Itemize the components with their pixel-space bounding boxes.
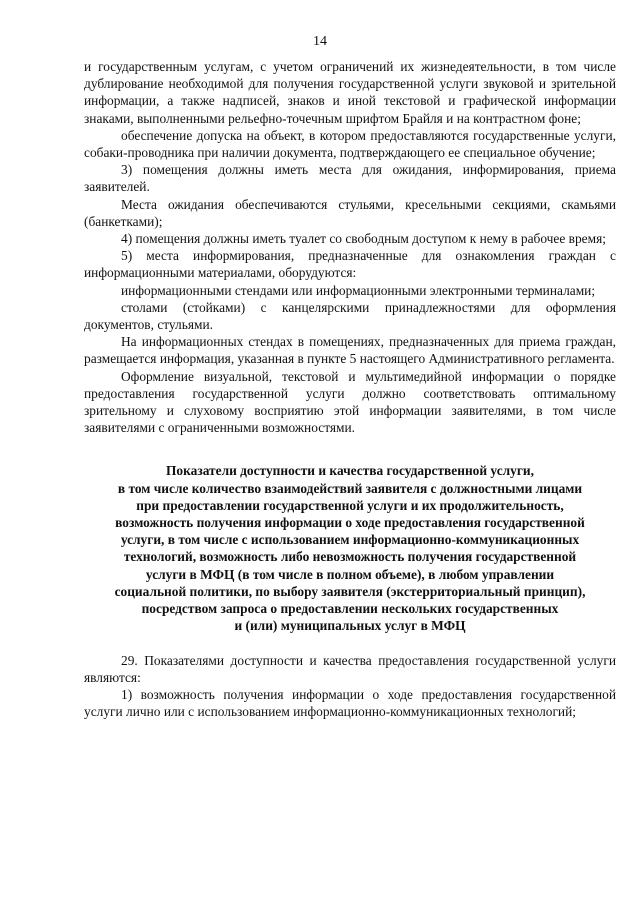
page-number: 14 (313, 34, 327, 49)
paragraph: На информационных стендах в помещениях, предназначенных для приема граждан, размещается информация, указанная в пункте 5 настоящего Административного регламента. (84, 334, 616, 367)
paragraph: обеспечение допуска на объект, в котором предоставляются государственные услуги, собаки-проводника при наличии документа, подтверждающего ее специальное обучение; (84, 127, 616, 161)
paragraph: 4) помещения должны иметь туалет со свободным доступом к нему в рабочее время; (121, 231, 606, 247)
section-heading (84, 462, 616, 634)
heading-line: и (или) муниципальных услуг в МФЦ (234, 618, 466, 634)
heading-line: услуги, в том числе с использованием информационно-коммуникационных (120, 532, 580, 548)
paragraph: 29. Показателями доступности и качества предоставления государственной услуги являются: (84, 652, 616, 685)
heading-line: социальной политики, по выбору заявителя (экстерриториальный принцип), (114, 583, 586, 599)
heading-line: возможность получения информации о ходе предоставления государственной (115, 515, 585, 531)
paragraph: 5) места информирования, предназначенные для ознакомления граждан с информационными материалами, оборудуются: (84, 248, 616, 281)
heading-line: посредством запроса о предоставлении нескольких государственных (141, 601, 559, 617)
paragraph: 1) возможность получения информации о ходе предоставления государственной услуги лично или с использованием информационно-коммуникационных технологий; (84, 686, 616, 720)
heading-line: при предоставлении государственной услуги и их продолжительность, (136, 497, 564, 513)
paragraph: 3) помещения должны иметь места для ожидания, информирования, приема заявителей. (84, 162, 616, 195)
paragraphs-bottom (84, 652, 616, 721)
heading-line: технологий, возможность либо невозможность получения государственной (123, 549, 577, 565)
paragraph: столами (стойками) с канцелярскими принадлежностями для оформления документов, стульями. (84, 299, 616, 333)
paragraph: и государственным услугам, с учетом ограничений их жизнедеятельности, в том числе дублирование необходимой для получения государственной услуги звуковой и зрительной информации, а также надписей, знаков и иной текстовой и графической информации знаками, выполненными рельефно-точечным шрифтом Брайля и на контрастном фоне; (84, 59, 616, 126)
paragraph: Оформление визуальной, текстовой и мультимедийной информации о порядке предоставления государственной услуги должно соответствовать оптимальному зрительному и слуховому восприятию этой информации заявителями, в том числе заявителями с ограниченными возможностями. (84, 368, 616, 436)
paragraph: Места ожидания обеспечиваются стульями, кресельными секциями, скамьями (банкетками); (84, 196, 616, 229)
heading-line: услуги в МФЦ (в том числе в полном объеме), в любом управлении (145, 566, 555, 582)
heading-line: Показатели доступности и качества государственной услуги, (166, 463, 534, 479)
heading-line: в том числе количество взаимодействий заявителя с должностными лицами (117, 480, 583, 496)
paragraph: информационными стендами или информационными электронными терминалами; (121, 282, 596, 298)
document-body (84, 58, 616, 720)
paragraphs-top (84, 58, 616, 436)
